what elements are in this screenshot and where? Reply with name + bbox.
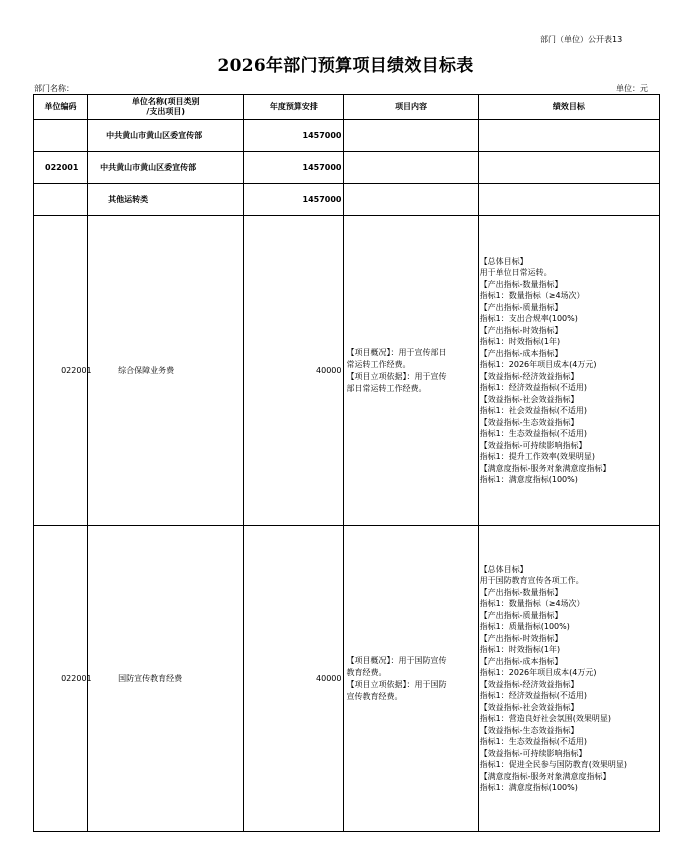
unit-code-cell <box>34 184 88 216</box>
unit-code-cell <box>34 120 88 152</box>
department-name-label: 部门名称： <box>34 84 74 93</box>
column-header-unit-code: 单位编码 <box>34 95 88 120</box>
unit-code-cell: 022001 <box>34 526 88 832</box>
budget-amount-cell: 1457000 <box>244 152 344 184</box>
performance-goals-table <box>33 94 660 832</box>
project-content-cell <box>344 152 478 184</box>
table-row <box>34 216 660 526</box>
table-row <box>34 120 660 152</box>
unit-name-cell: 中共黄山市黄山区委宣传部 <box>88 120 244 152</box>
unit-name-cell: 中共黄山市黄山区委宣传部 <box>88 152 244 184</box>
table-header-row <box>34 95 660 120</box>
table-row <box>34 152 660 184</box>
column-header-annual-budget: 年度预算安排 <box>244 95 344 120</box>
project-content-cell <box>344 120 478 152</box>
column-header-project-content: 项目内容 <box>344 95 478 120</box>
project-name-cell: 国防宣传教育经费 <box>88 526 244 832</box>
project-content-cell <box>344 184 478 216</box>
performance-goals-cell <box>478 152 659 184</box>
project-content-cell: 【项目概况】：用于宣传部日 常运转工作经费。 【项目立项依据】：用于宣传 部日常运转工作经费。 <box>344 216 478 526</box>
table-number-label: 部门（单位）公开表13 <box>540 35 623 44</box>
unit-code-cell: 022001 <box>34 216 88 526</box>
performance-goals-cell: 【总体目标】 用于单位日常运转。 【产出指标-数量指标】 指标1：数量指标（≥4场次） 【产出指标-质量指标】 指标1：支出合规率(100%) 【产出指标-时效指标】 指标1：时效指标(1年) 【产出指标-成本指标】 指标1：2026年项目成本(4万元) 【效益指标-经济效益指标】 指标1：经济效益指标(不适用) 【效益指标-社会效益指标】 指标1：社会效益指标(不适用) 【效益指标-生态效益指标】 指标1：生态效益指标(不适用) 【效益指标-可持续影响指标】 指标1：提升工作效率(效果明显) 【满意度指标-服务对象满意度指标】 指标1：满意度指标(100%) <box>478 216 659 526</box>
table-row <box>34 526 660 832</box>
project-content-cell: 【项目概况】：用于国防宣传 教育经费。 【项目立项依据】：用于国防 宣传教育经费。 <box>344 526 478 832</box>
project-name-cell: 综合保障业务费 <box>88 216 244 526</box>
performance-goals-cell: 【总体目标】 用于国防教育宣传各项工作。 【产出指标-数量指标】 指标1：数量指标（≥4场次） 【产出指标-质量指标】 指标1：质量指标(100%) 【产出指标-时效指标】 指标1：时效指标(1年) 【产出指标-成本指标】 指标1：2026年项目成本(4万元) 【效益指标-经济效益指标】 指标1：经济效益指标(不适用) 【效益指标-社会效益指标】 指标1：营造良好社会氛围(效果明显) 【效益指标-生态效益指标】 指标1：生态效益指标(不适用) 【效益指标-可持续影响指标】 指标1：促进全民参与国防教育(效果明显) 【满意度指标-服务对象满意度指标】 指标1：满意度指标(100%) <box>478 526 659 832</box>
unit-code-cell: 022001 <box>34 152 88 184</box>
expense-category-cell: 其他运转类 <box>88 184 244 216</box>
page-title: 2026年部门预算项目绩效目标表 <box>217 56 474 76</box>
budget-amount-cell: 40000 <box>244 216 344 526</box>
budget-amount-cell: 1457000 <box>244 120 344 152</box>
budget-amount-cell: 40000 <box>244 526 344 832</box>
currency-unit-label: 单位：元 <box>616 84 648 93</box>
table-row <box>34 184 660 216</box>
column-header-performance-goals: 绩效目标 <box>478 95 659 120</box>
performance-goals-cell <box>478 184 659 216</box>
budget-amount-cell: 1457000 <box>244 184 344 216</box>
performance-goals-cell <box>478 120 659 152</box>
column-header-unit-name: 单位名称(项目类别 /支出项目) <box>88 95 244 120</box>
